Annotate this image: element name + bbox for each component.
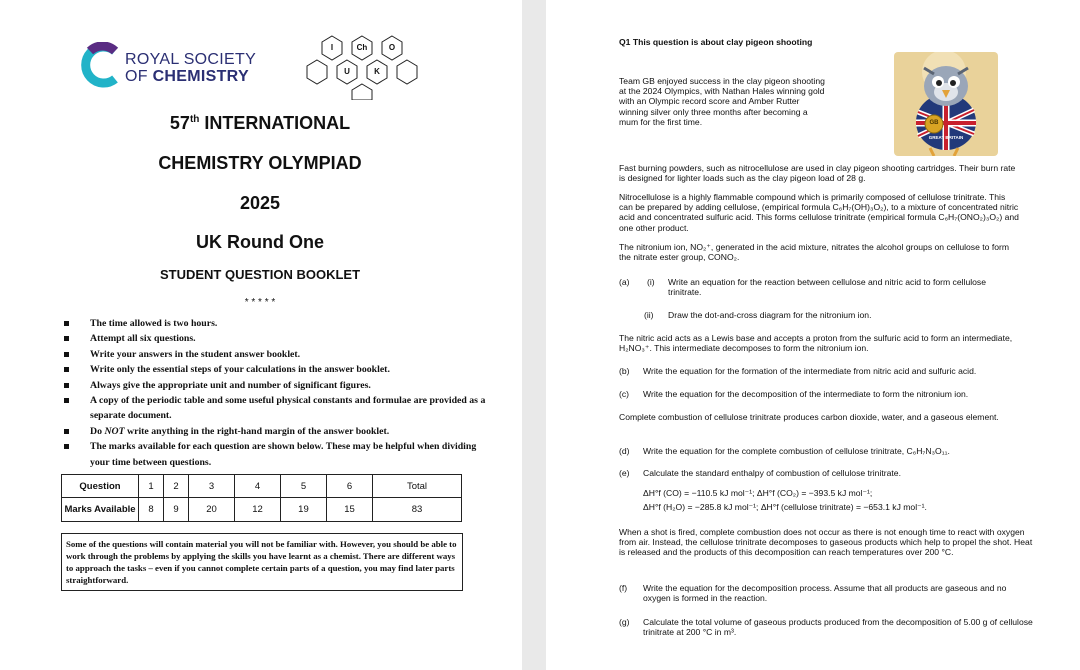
hex-cell-i: I: [330, 43, 334, 52]
table-header-question: Question: [62, 475, 139, 498]
instruction-item: Always give the appropriate unit and number of significant figures.: [64, 378, 494, 393]
table-cell: 8: [139, 498, 164, 522]
paragraph-powders: Fast burning powders, such as nitrocellulose are used in clay pigeon shooting cartridges. Their burn rate is designed for lighter loads such as the clay pigeon load of 28 g.: [619, 163, 1016, 184]
table-cell-total: Total: [373, 475, 462, 498]
part-f-text: Write the equation for the decomposition process. Assume that all products are gaseous and no oxygen is formed in the reaction.: [643, 583, 1007, 604]
part-a-ii-text: Draw the dot-and-cross diagram for the nitronium ion.: [668, 310, 872, 320]
instruction-item: A copy of the periodic table and some useful physical constants and formulae are provided as a separate document.: [64, 393, 494, 424]
hex-cell-u: U: [344, 67, 350, 76]
part-e-data-line2: ΔH°f (H₂O) = −285.8 kJ mol⁻¹; ΔH°f (cellulose trinitrate) = −653.1 kJ mol⁻¹.: [643, 502, 927, 512]
paragraph-nitrocellulose: Nitrocellulose is a highly flammable compound which is primarily composed of cellulose trinitrate. This can be prepared by adding cellulose, (empirical formula C₆H₇(OH)₃O₂), to a mixture of concentrated nitric acid and concentrated sulfuric acid. This forms cellulose trinitrate (empirical formula C₆H₇(ONO₂)₃O₂) and one other product.: [619, 192, 1019, 233]
instructions-list: [64, 316, 494, 470]
part-a-i-label: (i): [647, 277, 655, 287]
intro-paragraph: Team GB enjoyed success in the clay pigeon shooting at the 2024 Olympics, with Nathan Hales winning gold with an Olympic record score and Amber Rutter winning silver only three months after becoming a mum for the first time.: [619, 76, 825, 127]
hex-cell-o: O: [388, 43, 396, 52]
medal-badge-text: GB: [929, 120, 939, 126]
instruction-item: Write your answers in the student answer booklet.: [64, 347, 494, 362]
instruction-item: The marks available for each question are shown below. These may be helpful when dividing your time between questions.: [64, 439, 494, 470]
rsc-logo-line1: ROYAL SOCIETY: [125, 51, 257, 68]
part-f-label: (f): [619, 583, 628, 593]
instruction-item: The time allowed is two hours.: [64, 316, 494, 331]
hex-cell-k: K: [374, 67, 380, 76]
part-e-text: Calculate the standard enthalpy of combustion of cellulose trinitrate.: [643, 468, 901, 478]
table-cell: 6: [326, 475, 372, 498]
table-row: [62, 498, 462, 522]
rsc-logo-mark: [79, 42, 123, 88]
question-page: [546, 0, 1080, 670]
rsc-logo-line2: OF CHEMISTRY: [125, 68, 249, 85]
part-d-label: (d): [619, 446, 630, 456]
instruction-item: Attempt all six questions.: [64, 331, 494, 346]
stars-separator: * * * * *: [244, 297, 276, 308]
part-c-text: Write the equation for the decomposition of the intermediate to form the nitronium ion.: [643, 389, 969, 399]
question-heading: Q1 This question is about clay pigeon shooting: [619, 37, 813, 47]
part-d-text: Write the equation for the complete combustion of cellulose trinitrate, C₆H₇N₃O₁₁.: [643, 446, 950, 456]
part-e-label: (e): [619, 468, 630, 478]
part-a-ii-label: (ii): [644, 310, 654, 320]
table-row: [62, 475, 462, 498]
title-year: 2025: [239, 193, 281, 213]
part-b-text: Write the equation for the formation of the intermediate from nitric acid and sulfuric acid.: [643, 366, 977, 376]
paragraph-nitronium: The nitronium ion, NO₂⁺, generated in the acid mixture, nitrates the alcohol groups on cellulose to form the nitrate ester group, CONO₂.: [619, 242, 1010, 263]
table-cell: 19: [280, 498, 326, 522]
hex-cell-ch: Ch: [356, 43, 368, 52]
pigeon-mascot-image: [894, 52, 998, 156]
title-booklet: STUDENT QUESTION BOOKLET: [159, 267, 361, 282]
title-edition: 57th INTERNATIONAL: [169, 113, 351, 133]
part-e-data-line1: ΔH°f (CO) = −110.5 kJ mol⁻¹; ΔH°f (CO₂) = −393.5 kJ mol⁻¹;: [643, 488, 873, 498]
paragraph-lewis-base: The nitric acid acts as a Lewis base and accepts a proton from the sulfuric acid to form an intermediate, H₂NO₃⁺. This intermediate decomposes to form the nitronium ion.: [619, 333, 1013, 354]
part-g-label: (g): [619, 617, 630, 627]
table-cell-total: 83: [373, 498, 462, 522]
table-cell: 12: [234, 498, 280, 522]
image-caption: GREAT BRITAIN: [928, 135, 964, 140]
part-b-label: (b): [619, 366, 630, 376]
table-cell: 2: [164, 475, 189, 498]
part-c-label: (c): [619, 389, 630, 399]
instruction-item: Write only the essential steps of your calculations in the answer booklet.: [64, 362, 494, 377]
part-a-label: (a): [619, 277, 630, 287]
table-cell: 9: [164, 498, 189, 522]
marks-table: [61, 474, 462, 522]
table-cell: 3: [189, 475, 235, 498]
part-a-i-text: Write an equation for the reaction between cellulose and nitric acid to form cellulose trinitrate.: [668, 277, 986, 298]
title-round: UK Round One: [196, 232, 324, 252]
table-cell: 5: [280, 475, 326, 498]
table-header-marks: Marks Available: [62, 498, 139, 522]
icho-hexagon-logo: [305, 30, 425, 100]
rsc-logo-text: [125, 51, 256, 85]
part-g-text: Calculate the total volume of gaseous products produced from the decomposition of 5.00 g of cellulose trinitrate at 200 °C in m³.: [643, 617, 1033, 638]
table-cell: 15: [326, 498, 372, 522]
paragraph-combustion: Complete combustion of cellulose trinitrate produces carbon dioxide, water, and a gaseous element.: [619, 412, 999, 422]
table-cell: 1: [139, 475, 164, 498]
paragraph-shot-fired: When a shot is fired, complete combustion does not occur as there is not enough time to react with oxygen from air. Instead, the cellulose trinitrate decomposes to gaseous products which help to propel the shot. Heat is released and the products of this decomposition can reach temperatures over 200 °C.: [619, 527, 1033, 558]
table-cell: 20: [189, 498, 235, 522]
table-cell: 4: [234, 475, 280, 498]
note-box: Some of the questions will contain material you will not be familiar with. However, you should be able to work through the problems by applying the skills you have learnt as a chemist. There are different ways to approach the tasks – even if you cannot complete certain parts of a question, you may find later parts straightforward.: [61, 533, 463, 591]
instruction-item: Do NOT write anything in the right-hand margin of the answer booklet.: [64, 424, 494, 439]
cover-page: [0, 0, 522, 670]
rsc-logo-chemistry: CHEMISTRY: [152, 68, 249, 85]
title-olympiad: CHEMISTRY OLYMPIAD: [158, 153, 362, 173]
